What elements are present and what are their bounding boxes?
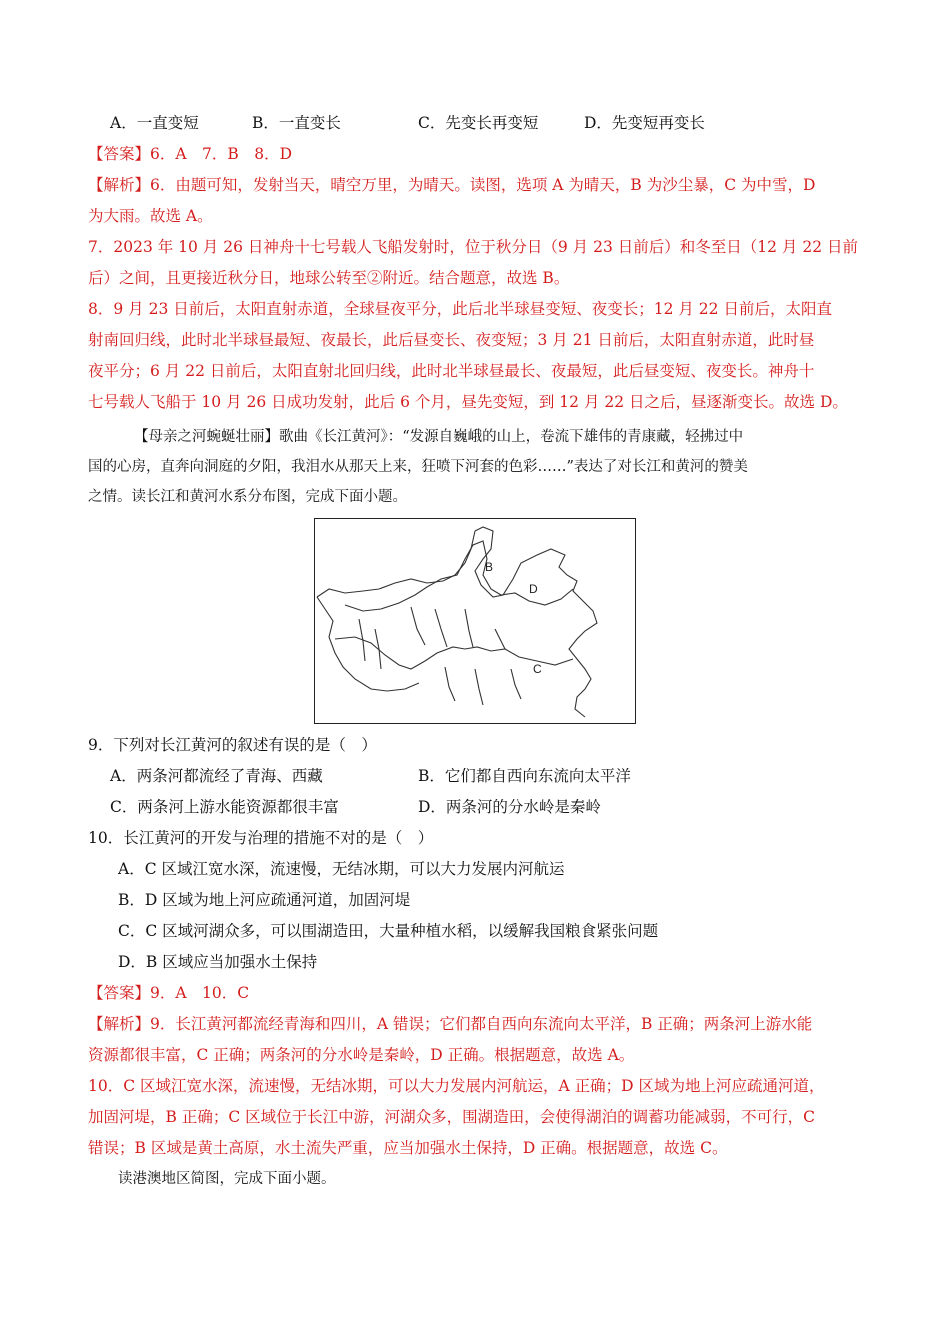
- analysis-q8-line4: 七号载人飞船于 10 月 26 日成功发射，此后 6 个月，昼先变短，到 12 月 22 日之后，昼逐渐变长。故选 D。: [88, 393, 848, 411]
- q9-options-row1: [88, 761, 868, 792]
- analysis-q10-line2: 加固河堤，B 正确；C 区域位于长江中游，河湖众多，围湖造田，会使得湖泊的调蓄功能减弱，不可行，C: [88, 1108, 815, 1126]
- answer-6-8: 【答案】6．A 7．B 8．D: [88, 145, 293, 163]
- northern-boundary: [317, 531, 475, 597]
- option-a: A．一直变短: [110, 114, 199, 132]
- label-d: D: [529, 582, 538, 596]
- q10-option-b: B．D 区域为地上河应疏通河道，加固河堤: [118, 891, 411, 909]
- label-b: B: [485, 560, 494, 574]
- q10-option-a: A．C 区域江宽水深，流速慢，无结冰期，可以大力发展内河航运: [118, 860, 565, 878]
- intro-line2: 国的心房，直奔向洞庭的夕阳，我泪水从那天上来，狂喷下河套的色彩……”表达了对长江和黄河的赞美: [88, 459, 748, 475]
- analysis-q8-line3: 夜平分；6 月 22 日前后，太阳直射北回归线，此时北半球昼最长、夜最短，此后昼变短、夜变长。神舟十: [88, 362, 815, 380]
- q9-options-row2: [88, 792, 868, 823]
- western-boundary: [317, 597, 419, 691]
- document-page: [88, 108, 868, 1194]
- yellow-river: [345, 541, 573, 611]
- analysis-q8-line2: 射南回归线，此时北半球昼最短、夜最长，此后昼变长、夜变短；3 月 21 日前后，太阳直射赤道，此时昼: [88, 331, 815, 349]
- tributary: [511, 669, 521, 699]
- analysis-q10-line3: 错误；B 区域是黄土高原，水土流失严重，应当加强水土保持，D 正确。根据题意，故选 C。: [88, 1139, 728, 1157]
- answer-9-10: 【答案】9．A 10．C: [88, 984, 250, 1002]
- option-c: C．先变长再变短: [418, 114, 539, 132]
- option-b: B．一直变长: [252, 114, 341, 132]
- intro-line1: 【母亲之河蜿蜒壮丽】歌曲《长江黄河》：“发源自巍峨的山上，卷流下雄伟的青康藏，轻拂过中: [134, 429, 744, 445]
- q9-stem: 9．下列对长江黄河的叙述有误的是（ ）: [88, 736, 377, 754]
- q9-option-d: D．两条河的分水岭是秦岭: [418, 798, 601, 816]
- tributary: [465, 609, 473, 647]
- analysis-q8-line1: 8．9 月 23 日前后，太阳直射赤道，全球昼夜平分，此后北半球昼变短、夜变长；12 月 22 日前后，太阳直: [88, 300, 832, 318]
- analysis-q10-line1: 10．C 区域江宽水深，流速慢，无结冰期，可以大力发展内河航运，A 正确；D 区域为地上河应疏通河道，: [88, 1077, 825, 1095]
- tributary: [445, 667, 455, 701]
- tributary: [411, 607, 425, 645]
- analysis-q7-line2: 后）之间，且更接近秋分日，地球公转至②附近。结合题意，故选 B。: [88, 269, 570, 287]
- material-intro: [88, 418, 868, 512]
- coastline: [475, 527, 597, 717]
- map-svg: [315, 519, 635, 723]
- q9-option-b: B．它们都自西向东流向太平洋: [418, 767, 631, 785]
- label-c: C: [533, 662, 542, 676]
- analysis-q6-line2: 为大雨。故选 A。: [88, 207, 213, 225]
- analysis-q9-line2: 资源都很丰富，C 正确；两条河的分水岭是秦岭，D 正确。根据题意，故选 A。: [88, 1046, 635, 1064]
- q10-option-c: C．C 区域河湖众多，可以围湖造田，大量种植水稻，以缓解我国粮食紧张问题: [118, 922, 659, 940]
- analysis-q7-line1: 7．2023 年 10 月 26 日神舟十七号载人飞船发射时，位于秋分日（9 月 23 日前后）和冬至日（12 月 22 日前: [88, 238, 858, 256]
- analysis-q6-line1: 【解析】6．由题可知，发射当天，晴空万里，为晴天。读图，选项 A 为晴天，B 为沙尘暴，C 为中雪，D: [88, 176, 816, 194]
- q9-option-c: C．两条河上游水能资源都很丰富: [110, 798, 339, 816]
- analysis-q9-line1: 【解析】9．长江黄河都流经青海和四川，A 错误；它们都自西向东流向太平洋，B 正确；两条河上游水能: [88, 1015, 813, 1033]
- river-system-map: [314, 518, 636, 724]
- option-d: D．先变短再变长: [584, 114, 705, 132]
- q10-option-d: D．B 区域应当加强水土保持: [118, 953, 318, 971]
- next-material-intro: 读港澳地区简图，完成下面小题。: [118, 1171, 336, 1187]
- tributary: [495, 629, 505, 649]
- tributary: [475, 669, 483, 705]
- intro-line3: 之情。读长江和黄河水系分布图，完成下面小题。: [88, 489, 407, 505]
- q8-options: [88, 108, 868, 139]
- q9-option-a: A．两条河都流经了青海、西藏: [110, 767, 323, 785]
- q10-stem: 10．长江黄河的开发与治理的措施不对的是（ ）: [88, 829, 434, 847]
- tributary: [435, 609, 447, 647]
